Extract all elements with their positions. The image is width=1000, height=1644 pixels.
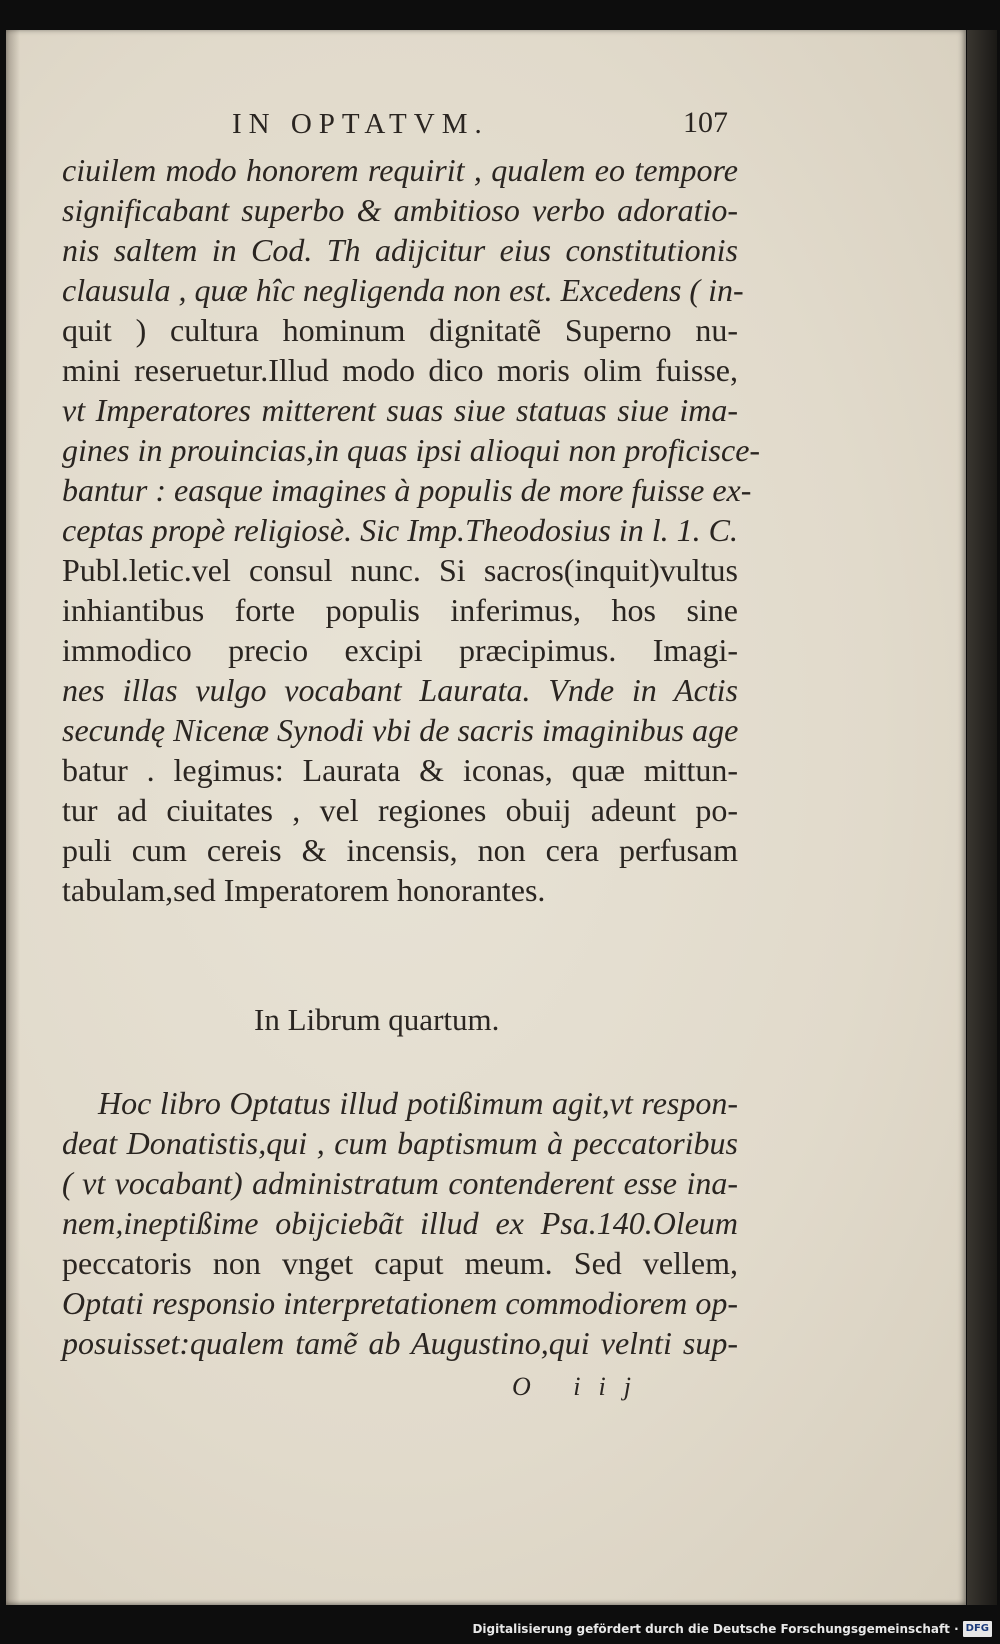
text-line: ciuilem modo honorem requirit , qualem eo tempore xyxy=(62,152,738,188)
section-heading: In Librum quartum. xyxy=(254,1002,500,1037)
page-number: 107 xyxy=(683,106,728,139)
text-line: ( vt vocabant) administratum contenderent esse ina- xyxy=(62,1165,738,1201)
text-line: tabulam,sed Imperatorem honorantes. xyxy=(62,872,546,908)
text-line: batur . legimus: Laurata & iconas, quæ mittun- xyxy=(62,752,738,788)
text-line: Optati responsio interpretationem commodiorem op- xyxy=(62,1285,738,1321)
text-line: deat Donatistis,qui , cum baptismum à peccatoribus xyxy=(62,1125,738,1161)
text-line: significabant superbo & ambitioso verbo adoratio- xyxy=(62,192,738,228)
text-line: secundę Nicenæ Synodi vbi de sacris imaginibus age xyxy=(62,712,739,748)
dfg-logo-icon: DFG xyxy=(963,1621,992,1637)
text-line: inhiantibus forte populis inferimus, hos sine xyxy=(62,592,738,628)
running-head: IN OPTATVM. xyxy=(232,108,489,140)
text-block-1 xyxy=(62,150,761,910)
footer-credit xyxy=(472,1618,992,1640)
text-line: Publ.letic.vel consul nunc. Si sacros(inquit)vultus xyxy=(62,552,738,588)
text-line: Hoc libro Optatus illud potißimum agit,vt respon- xyxy=(98,1085,738,1121)
text-line: posuisset:qualem tamẽ ab Augustino,qui velnti sup- xyxy=(62,1325,738,1361)
text-line: nem,ineptißime obijciebãt illud ex Psa.140.Oleum xyxy=(62,1205,738,1241)
text-line: tur ad ciuitates , vel regiones obuij adeunt po- xyxy=(62,792,738,828)
text-line: peccatoris non vnget caput meum. Sed vellem, xyxy=(62,1245,738,1281)
text-line: vt Imperatores mitterent suas siue statuas siue ima- xyxy=(62,392,738,428)
text-line: immodico precio excipi præcipimus. Imagi- xyxy=(62,632,738,668)
footer-text: Digitalisierung gefördert durch die Deutsche Forschungsgemeinschaft · xyxy=(472,1622,959,1636)
signature-mark: O iij xyxy=(512,1372,649,1401)
text-line: puli cum cereis & incensis, non cera perfusam xyxy=(62,832,738,868)
text-line: nis saltem in Cod. Th adijcitur eius constitutionis xyxy=(62,232,738,268)
text-line: nes illas vulgo vocabant Laurata. Vnde in Actis xyxy=(62,672,738,708)
text-block-2 xyxy=(62,1083,738,1363)
page-edge xyxy=(967,30,997,1605)
text-line: mini reseruetur.Illud modo dico moris olim fuisse, xyxy=(62,352,738,388)
text-line: bantur : easque imagines à populis de more fuisse ex- xyxy=(62,472,752,508)
text-line: ceptas propè religiosè. Sic Imp.Theodosius in l. 1. C. xyxy=(62,512,738,548)
text-line: clausula , quæ hîc negligenda non est. Excedens ( in- xyxy=(62,272,744,308)
text-line: quit ) cultura hominum dignitatẽ Superno nu- xyxy=(62,312,738,348)
spine-shadow xyxy=(6,30,20,1605)
text-line: gines in prouincias,in quas ipsi alioqui non proficisce- xyxy=(62,432,761,468)
